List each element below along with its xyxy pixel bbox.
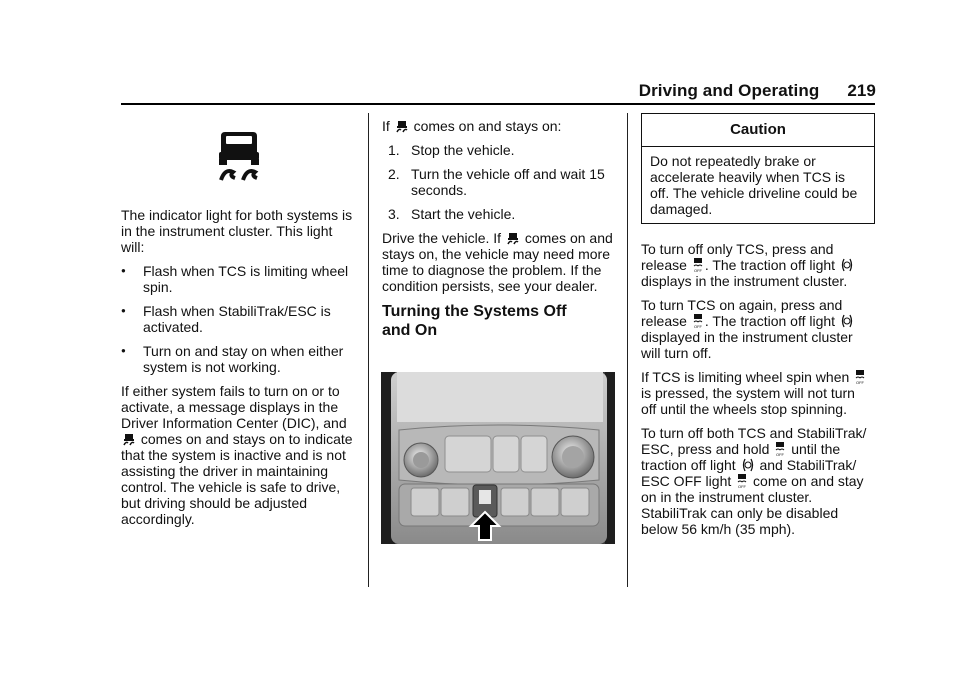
text-run: . The traction off light <box>704 257 836 273</box>
left-column <box>121 118 357 535</box>
bullet-text: Turn on and stay on when either system is not working. <box>143 343 344 375</box>
text-run: displays in the instrument cluster. <box>641 273 848 289</box>
header-rule <box>121 103 875 105</box>
tcs-off-button-icon <box>775 442 785 456</box>
page-header <box>639 81 876 101</box>
step-text: Stop the vehicle. <box>411 142 515 158</box>
step-number: 3. <box>388 206 400 222</box>
tcs-off-button-icon <box>693 314 703 328</box>
text-run: If <box>382 118 390 134</box>
bullet-icon: ● <box>121 306 126 315</box>
text-run: To turn off both TCS and StabiliTrak/ ESC, press and hold <box>641 425 867 457</box>
traction-control-icon <box>123 433 135 446</box>
column-divider <box>368 113 369 587</box>
tcs-off-button-icon <box>693 258 703 272</box>
paragraph <box>121 383 357 527</box>
text-run: If either system fails to turn on or to activate, a message displays in the Driver Information Center (DIC), and <box>121 383 347 431</box>
paragraph <box>641 425 873 537</box>
paragraph <box>382 118 614 134</box>
text-run: comes on and stays on: <box>413 118 562 134</box>
step-number: 2. <box>388 166 400 182</box>
svg-text:OFF: OFF <box>738 484 747 488</box>
list-item <box>121 263 357 295</box>
step-number: 1. <box>388 142 400 158</box>
section-heading: Turning the Systems Off and On <box>382 303 567 339</box>
list-item <box>382 142 614 158</box>
text-run: To turn TCS on again, press and release <box>641 297 843 329</box>
text-run: To turn off only TCS, press and release <box>641 241 834 273</box>
traction-control-icon <box>396 120 408 133</box>
list-item <box>121 343 357 375</box>
paragraph <box>382 230 614 294</box>
column-divider <box>627 113 628 587</box>
bullet-icon: ● <box>121 346 126 355</box>
middle-column <box>382 118 614 340</box>
text-run: . The traction off light <box>704 313 836 329</box>
tcs-off-button-icon <box>855 370 865 384</box>
step-text: Start the vehicle. <box>411 206 516 222</box>
text-run: Drive the vehicle. If <box>382 230 502 246</box>
caution-title: Caution <box>642 114 874 147</box>
center-console-tcs-button-photo <box>381 372 615 544</box>
traction-control-icon <box>507 232 519 245</box>
text-run: and StabiliTrak/ ESC OFF light <box>641 457 857 489</box>
text-run: If TCS is limiting wheel spin when <box>641 369 850 385</box>
paragraph <box>641 297 873 361</box>
traction-off-light-icon <box>742 458 754 472</box>
text-run: comes on and stays on, the vehicle may need more time to diagnose the problem. If the condition persists, see your dealer. <box>382 230 613 294</box>
svg-text:OFF: OFF <box>776 452 785 456</box>
esc-off-light-icon <box>737 474 747 488</box>
right-column <box>641 241 873 545</box>
traction-off-light-icon <box>841 258 853 272</box>
list-item <box>121 303 357 335</box>
caution-text: Do not repeatedly brake or accelerate heavily when TCS is off. The vehicle driveline could be damaged. <box>650 153 858 217</box>
text-run: comes on and stays on to indicate that the system is inactive and is not assisting the driver in maintaining control. The vehicle is safe to drive, but driving should be adjusted accordingly. <box>121 431 353 527</box>
page-number: 219 <box>847 81 876 100</box>
svg-text:OFF: OFF <box>693 324 702 328</box>
text-run: is pressed, the system will not turn off until the wheels stop spinning. <box>641 385 855 417</box>
bullet-text: Flash when TCS is limiting wheel spin. <box>143 263 349 295</box>
traction-control-icon <box>121 128 357 187</box>
paragraph <box>641 241 873 289</box>
list-item <box>382 206 614 222</box>
text-run: until the traction off light <box>641 441 841 473</box>
text-run: come on and stay on in the instrument cluster. StabiliTrak can only be disabled below 56 km/h (35 mph). <box>641 473 864 537</box>
paragraph <box>641 369 873 417</box>
svg-text:OFF: OFF <box>693 268 702 272</box>
bullet-text: Flash when StabiliTrak/ESC is activated. <box>143 303 331 335</box>
paragraph: The indicator light for both systems is in the instrument cluster. This light will: <box>121 207 353 255</box>
caution-box <box>641 113 875 224</box>
text-run: displayed in the instrument cluster will turn off. <box>641 329 853 361</box>
traction-off-light-icon <box>841 314 853 328</box>
list-item <box>382 166 614 198</box>
step-text: Turn the vehicle off and wait 15 seconds. <box>411 166 605 198</box>
section-title: Driving and Operating <box>638 81 820 100</box>
bullet-icon: ● <box>121 266 126 275</box>
svg-text:OFF: OFF <box>856 380 865 384</box>
